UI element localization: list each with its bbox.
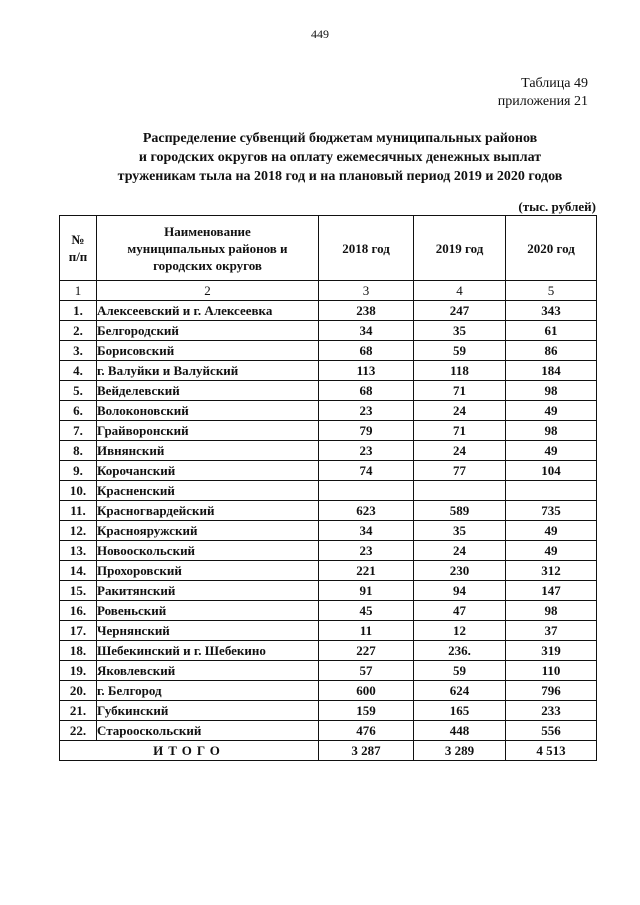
row-number: 14. — [60, 561, 97, 581]
value-2018: 34 — [319, 521, 414, 541]
value-2018: 91 — [319, 581, 414, 601]
value-2019: 24 — [414, 401, 506, 421]
value-2020: 147 — [506, 581, 597, 601]
table-row — [60, 501, 597, 521]
row-number: 20. — [60, 681, 97, 701]
column-number: 4 — [414, 281, 506, 301]
column-number: 2 — [97, 281, 319, 301]
value-2019: 236. — [414, 641, 506, 661]
district-name: Краснояружский — [97, 521, 319, 541]
column-numbers-row — [60, 281, 597, 301]
district-name: Алексеевский и г. Алексеевка — [97, 301, 319, 321]
value-2019: 47 — [414, 601, 506, 621]
value-2019: 59 — [414, 661, 506, 681]
value-2019: 35 — [414, 321, 506, 341]
value-2019: 71 — [414, 381, 506, 401]
value-2018: 227 — [319, 641, 414, 661]
row-number: 3. — [60, 341, 97, 361]
value-2018: 68 — [319, 381, 414, 401]
value-2018: 57 — [319, 661, 414, 681]
value-2018: 23 — [319, 541, 414, 561]
value-2019: 247 — [414, 301, 506, 321]
header-number — [60, 216, 97, 281]
table-row — [60, 541, 597, 561]
table-row — [60, 701, 597, 721]
table-header-row — [60, 216, 597, 281]
value-2020: 98 — [506, 381, 597, 401]
row-number: 6. — [60, 401, 97, 421]
value-2019: 35 — [414, 521, 506, 541]
row-number: 5. — [60, 381, 97, 401]
value-2020: 49 — [506, 441, 597, 461]
value-2018: 600 — [319, 681, 414, 701]
district-name: Чернянский — [97, 621, 319, 641]
value-2018: 34 — [319, 321, 414, 341]
value-2020: 319 — [506, 641, 597, 661]
value-2018: 68 — [319, 341, 414, 361]
table-reference — [498, 75, 588, 111]
row-number: 9. — [60, 461, 97, 481]
table-row — [60, 401, 597, 421]
table-row — [60, 381, 597, 401]
header-2020: 2020 год — [506, 216, 597, 281]
value-2020 — [506, 481, 597, 501]
value-2019: 24 — [414, 541, 506, 561]
column-number: 5 — [506, 281, 597, 301]
value-2020: 49 — [506, 521, 597, 541]
table-row — [60, 521, 597, 541]
column-number: 3 — [319, 281, 414, 301]
subventions-table — [59, 215, 597, 761]
district-name: Губкинский — [97, 701, 319, 721]
district-name: Грайворонский — [97, 421, 319, 441]
title-line-2: и городских округов на оплату ежемесячных денежных выплат — [138, 150, 542, 165]
row-number: 16. — [60, 601, 97, 621]
value-2018: 11 — [319, 621, 414, 641]
district-name: Ракитянский — [97, 581, 319, 601]
table-row — [60, 361, 597, 381]
row-number: 7. — [60, 421, 97, 441]
table-row — [60, 321, 597, 341]
value-2020: 184 — [506, 361, 597, 381]
row-number: 17. — [60, 621, 97, 641]
header-name-line-2: муниципальных районов и — [127, 240, 288, 256]
value-2020: 49 — [506, 401, 597, 421]
value-2020: 556 — [506, 721, 597, 741]
value-2020: 104 — [506, 461, 597, 481]
row-number: 10. — [60, 481, 97, 501]
table-row — [60, 601, 597, 621]
value-2020: 233 — [506, 701, 597, 721]
district-name: Старооскольский — [97, 721, 319, 741]
value-2018: 476 — [319, 721, 414, 741]
district-name: г. Валуйки и Валуйский — [97, 361, 319, 381]
title-line-1: Распределение субвенций бюджетам муниципальных районов — [142, 131, 538, 146]
header-name-line-1: Наименование — [164, 223, 251, 239]
units-label: (тыс. рублей) — [518, 199, 596, 214]
table-row — [60, 641, 597, 661]
document-title — [60, 129, 620, 186]
district-name: Красненский — [97, 481, 319, 501]
row-number: 4. — [60, 361, 97, 381]
value-2020: 312 — [506, 561, 597, 581]
row-number: 21. — [60, 701, 97, 721]
table-row — [60, 421, 597, 441]
value-2019: 94 — [414, 581, 506, 601]
header-name — [97, 216, 319, 281]
value-2018: 74 — [319, 461, 414, 481]
row-number: 12. — [60, 521, 97, 541]
value-2018 — [319, 481, 414, 501]
value-2018: 238 — [319, 301, 414, 321]
column-number: 1 — [60, 281, 97, 301]
header-number-line-1: № — [71, 232, 85, 247]
table-row — [60, 301, 597, 321]
value-2019: 118 — [414, 361, 506, 381]
district-name: Шебекинский и г. Шебекино — [97, 641, 319, 661]
table-row — [60, 561, 597, 581]
table-row — [60, 621, 597, 641]
row-number: 22. — [60, 721, 97, 741]
district-name: Красногвардейский — [97, 501, 319, 521]
table-ref-line-2: приложения 21 — [497, 94, 588, 109]
table-row — [60, 581, 597, 601]
value-2020: 796 — [506, 681, 597, 701]
value-2019: 24 — [414, 441, 506, 461]
header-number-line-2: п/п — [68, 249, 88, 264]
value-2019: 589 — [414, 501, 506, 521]
total-row — [60, 741, 597, 761]
district-name: Прохоровский — [97, 561, 319, 581]
total-2020: 4 513 — [506, 741, 597, 761]
district-name: Корочанский — [97, 461, 319, 481]
table-row — [60, 721, 597, 741]
district-name: Ровеньский — [97, 601, 319, 621]
value-2018: 79 — [319, 421, 414, 441]
value-2018: 113 — [319, 361, 414, 381]
value-2018: 23 — [319, 401, 414, 421]
table-row — [60, 461, 597, 481]
district-name: Вейделевский — [97, 381, 319, 401]
value-2020: 735 — [506, 501, 597, 521]
value-2018: 221 — [319, 561, 414, 581]
row-number: 11. — [60, 501, 97, 521]
table-row — [60, 481, 597, 501]
value-2019: 77 — [414, 461, 506, 481]
value-2020: 343 — [506, 301, 597, 321]
value-2019: 230 — [414, 561, 506, 581]
row-number: 19. — [60, 661, 97, 681]
table-row — [60, 341, 597, 361]
header-2018: 2018 год — [319, 216, 414, 281]
row-number: 18. — [60, 641, 97, 661]
header-name-line-3: городских округов — [153, 257, 262, 273]
row-number: 8. — [60, 441, 97, 461]
district-name: Волоконовский — [97, 401, 319, 421]
total-2018: 3 287 — [319, 741, 414, 761]
row-number: 1. — [60, 301, 97, 321]
value-2020: 86 — [506, 341, 597, 361]
district-name: Ивнянский — [97, 441, 319, 461]
value-2020: 49 — [506, 541, 597, 561]
value-2020: 98 — [506, 601, 597, 621]
district-name: г. Белгород — [97, 681, 319, 701]
district-name: Борисовский — [97, 341, 319, 361]
value-2019: 71 — [414, 421, 506, 441]
district-name: Яковлевский — [97, 661, 319, 681]
table-row — [60, 681, 597, 701]
row-number: 2. — [60, 321, 97, 341]
total-label: ИТОГО — [60, 741, 319, 761]
district-name: Белгородский — [97, 321, 319, 341]
value-2019 — [414, 481, 506, 501]
row-number: 13. — [60, 541, 97, 561]
value-2019: 448 — [414, 721, 506, 741]
table-body — [60, 301, 597, 741]
district-name: Новооскольский — [97, 541, 319, 561]
value-2019: 12 — [414, 621, 506, 641]
value-2020: 37 — [506, 621, 597, 641]
table-row — [60, 441, 597, 461]
total-2019: 3 289 — [414, 741, 506, 761]
value-2019: 165 — [414, 701, 506, 721]
page-number: 449 — [311, 27, 329, 41]
value-2020: 61 — [506, 321, 597, 341]
table-ref-line-1: Таблица 49 — [521, 76, 588, 91]
value-2019: 59 — [414, 341, 506, 361]
value-2018: 159 — [319, 701, 414, 721]
value-2018: 23 — [319, 441, 414, 461]
value-2018: 45 — [319, 601, 414, 621]
row-number: 15. — [60, 581, 97, 601]
value-2019: 624 — [414, 681, 506, 701]
title-line-3: труженикам тыла на 2018 год и на плановый период 2019 и 2020 годов — [117, 169, 563, 184]
header-2019: 2019 год — [414, 216, 506, 281]
value-2018: 623 — [319, 501, 414, 521]
value-2020: 110 — [506, 661, 597, 681]
value-2020: 98 — [506, 421, 597, 441]
table-row — [60, 661, 597, 681]
